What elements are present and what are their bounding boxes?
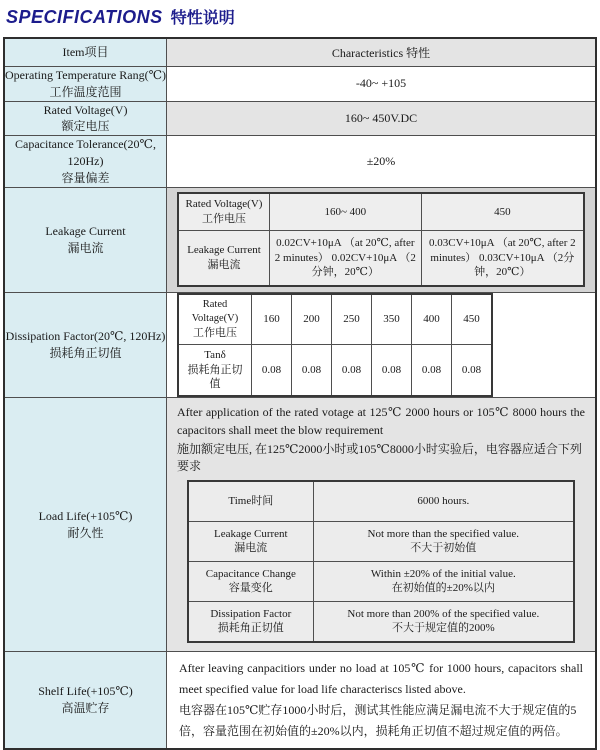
dissipation-inner-voltage-header-zh: 工作电压 [193, 326, 237, 339]
load-life-leakage-row [188, 521, 574, 561]
row-dissipation-factor [4, 292, 596, 398]
load-life-leakage-value [313, 521, 574, 561]
row-operating-temperature [4, 67, 596, 102]
capacitance-tolerance-label-en: Capacitance Tolerance(20℃, 120Hz) [15, 137, 156, 168]
leakage-value-low: 0.02CV+10μA （at 20℃, after 2 minutes） 0.02CV+10μA （2分钟，20℃） [269, 230, 421, 286]
leakage-inner-voltage-header-en: Rated Voltage(V) [185, 198, 263, 211]
dissipation-tan-label-en: Tanδ [204, 348, 226, 361]
leakage-range-high: 450 [421, 193, 584, 230]
dissipation-voltage-450: 450 [451, 294, 492, 345]
load-life-dissipation-row [188, 601, 574, 642]
operating-temperature-label-zh: 工作温度范围 [49, 84, 122, 99]
dissipation-voltage-160: 160 [252, 294, 292, 345]
shelf-life-text-en: After leaving canpacitiors under no load at 105℃ for 1000 hours, capacitors shall meet specified value for load life characteriscs listed above. [179, 660, 583, 696]
dissipation-voltage-200: 200 [292, 294, 332, 345]
shelf-life-text-zh: 电容器在105℃贮存1000小时后，测试其性能应满足漏电流不大于规定值的5倍，容量范围在初始值的±20%以内，损耗角正切值不超过规定值的两倍。 [179, 702, 577, 738]
capacitance-tolerance-label-zh: 容量偏差 [61, 170, 110, 185]
row-shelf-life [4, 651, 596, 749]
shelf-life-label [4, 651, 167, 749]
rated-voltage-label [4, 101, 167, 136]
load-life-dissipation-value [313, 601, 574, 642]
dissipation-value-1: 0.08 [292, 344, 332, 396]
capacitance-tolerance-label [4, 136, 167, 187]
load-life-capacitance-row [188, 561, 574, 601]
load-life-dissipation-value-zh: 不大于规定值的200% [391, 622, 495, 635]
load-life-label-en: Load Life(+105℃) [38, 508, 133, 523]
load-life-label [4, 398, 167, 652]
page-title-zh: 特性说明 [170, 10, 235, 27]
shelf-life-value-cell [167, 651, 597, 749]
leakage-current-value-cell [167, 187, 597, 292]
load-life-leakage-value-zh: 不大于初始值 [410, 542, 477, 555]
rated-voltage-label-en: Rated Voltage(V) [43, 102, 128, 117]
table-header-row [4, 38, 596, 67]
load-life-intro-en: After application of the rated votage at 125℃ 2000 hours or 105℃ 8000 hours the capacitors shall meet the blow requirement [177, 405, 585, 437]
leakage-inner-value-row [178, 230, 584, 286]
load-life-label-zh: 耐久性 [67, 525, 104, 540]
row-rated-voltage [4, 101, 596, 136]
leakage-current-label [4, 187, 167, 292]
load-life-time-value: 6000 hours. [313, 481, 574, 522]
row-load-life [4, 398, 596, 652]
shelf-life-label-zh: 高温贮存 [61, 700, 110, 715]
capacitance-tolerance-value: ±20% [167, 136, 597, 187]
dissipation-factor-label-en: Dissipation Factor(20℃, 120Hz) [5, 329, 166, 344]
leakage-inner-voltage-header [178, 193, 269, 230]
load-life-dissipation-label [188, 601, 313, 642]
load-life-capacitance-value-zh: 在初始值的±20%以内 [391, 582, 495, 595]
dissipation-value-2: 0.08 [331, 344, 371, 396]
dissipation-factor-label-zh: 损耗角正切值 [49, 345, 122, 360]
dissipation-voltage-250: 250 [331, 294, 371, 345]
dissipation-factor-value-cell [167, 292, 597, 398]
load-life-dissipation-label-zh: 损耗角正切值 [217, 622, 284, 635]
row-leakage-current [4, 187, 596, 292]
header-item-cell: Item项目 [4, 38, 167, 67]
page-title [6, 5, 597, 28]
dissipation-value-4: 0.08 [411, 344, 451, 396]
load-life-capacitance-label-zh: 容量变化 [228, 582, 273, 595]
load-life-dissipation-value-en: Not more than 200% of the specified value. [347, 607, 540, 620]
leakage-inner-header-row [178, 193, 584, 230]
leakage-range-low: 160~ 400 [269, 193, 421, 230]
rated-voltage-label-zh: 额定电压 [61, 119, 110, 134]
dissipation-inner-value-row [178, 344, 492, 396]
leakage-inner-table [177, 192, 585, 287]
leakage-inner-row-label-zh: 漏电流 [207, 258, 241, 271]
dissipation-value-3: 0.08 [371, 344, 411, 396]
leakage-inner-row-label [178, 230, 269, 286]
load-life-capacitance-label [188, 561, 313, 601]
dissipation-voltage-400: 400 [411, 294, 451, 345]
shelf-life-label-en: Shelf Life(+105℃) [38, 684, 133, 699]
load-life-leakage-label-zh: 漏电流 [234, 542, 268, 555]
dissipation-inner-voltage-header-en: Rated Voltage(V) [191, 298, 239, 324]
load-life-leakage-value-en: Not more than the specified value. [367, 527, 520, 540]
dissipation-inner-table [177, 293, 493, 398]
shelf-life-text [179, 658, 583, 742]
dissipation-factor-label [4, 292, 167, 398]
load-life-capacitance-value [313, 561, 574, 601]
leakage-current-label-zh: 漏电流 [67, 240, 104, 255]
rated-voltage-value: 160~ 450V.DC [167, 101, 597, 136]
dissipation-tan-label-zh: 损耗角正切值 [187, 363, 243, 391]
load-life-leakage-label-en: Leakage Current [213, 527, 288, 540]
dissipation-value-5: 0.08 [451, 344, 492, 396]
load-life-inner-table [187, 480, 575, 643]
operating-temperature-label [4, 67, 167, 102]
load-life-capacitance-label-en: Capacitance Change [205, 567, 296, 580]
page-title-en: SPECIFICATIONS [6, 7, 163, 27]
load-life-value-cell [167, 398, 597, 652]
leakage-value-high: 0.03CV+10μA （at 20℃, after 2 minutes） 0.03CV+10μA （2分钟，20℃） [421, 230, 584, 286]
leakage-inner-voltage-header-zh: 工作电压 [201, 213, 246, 226]
load-life-time-row [188, 481, 574, 522]
specifications-table [3, 37, 597, 750]
dissipation-value-0: 0.08 [252, 344, 292, 396]
leakage-inner-row-label-en: Leakage Current [187, 244, 261, 257]
dissipation-voltage-350: 350 [371, 294, 411, 345]
operating-temperature-value: -40~ +105 [167, 67, 597, 102]
leakage-current-label-en: Leakage Current [45, 223, 126, 238]
header-characteristics-cell: Characteristics 特性 [167, 38, 597, 67]
load-life-time-label: Time时间 [188, 481, 313, 522]
load-life-dissipation-label-en: Dissipation Factor [210, 607, 292, 620]
dissipation-inner-voltage-header [178, 294, 252, 345]
load-life-capacitance-value-en: Within ±20% of the initial value. [370, 567, 516, 580]
dissipation-tan-label [178, 344, 252, 396]
operating-temperature-label-en: Operating Temperature Rang(℃) [5, 68, 166, 82]
load-life-leakage-label [188, 521, 313, 561]
load-life-intro-zh: 施加额定电压, 在125℃2000小时或105℃8000小时实验后，电容器应适合下列要求 [177, 442, 582, 474]
dissipation-inner-header-row [178, 294, 492, 345]
row-capacitance-tolerance [4, 136, 596, 187]
